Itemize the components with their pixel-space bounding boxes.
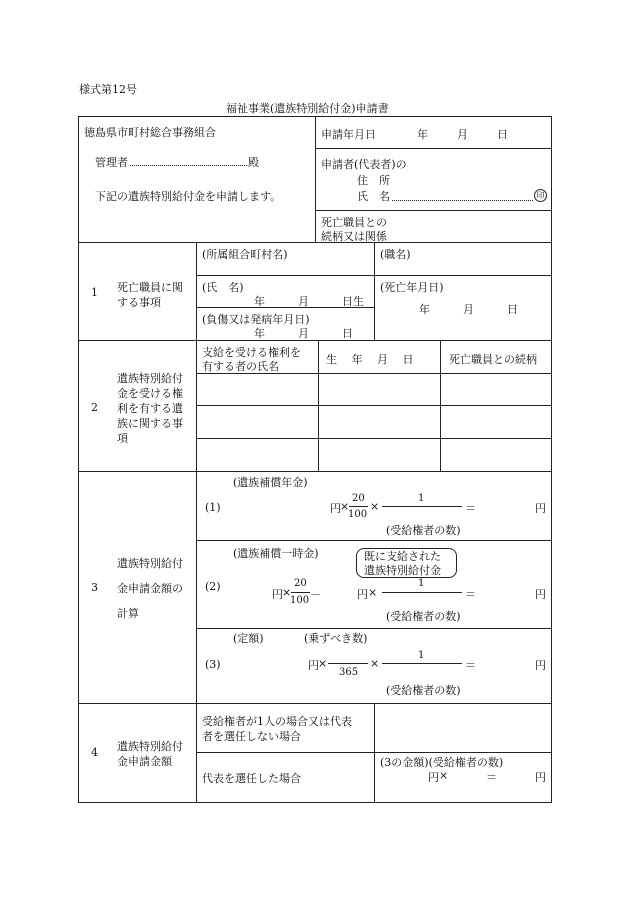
address-label: 住 所 <box>357 174 390 187</box>
single-case-2: 者を選任しない場合 <box>202 730 301 743</box>
calc3-number: (3) <box>205 658 221 671</box>
calc2-times: × <box>282 586 292 599</box>
seal-icon: 印 <box>534 189 547 202</box>
sec2-number: 2 <box>91 401 98 414</box>
calc2-recipients: (受給権者の数) <box>386 610 461 623</box>
sec2-label-4: 族に関する事 <box>117 417 183 430</box>
sec1-number: 1 <box>91 286 98 299</box>
rep-calc-times: × <box>439 769 449 782</box>
municipality-label: (所属組合町村名) <box>202 248 288 261</box>
calc2-paid-1: 既に支給された <box>364 550 441 563</box>
sec4-label-2: 金申請金額 <box>117 755 172 768</box>
sec4-label-1: 遺族特別給付 <box>117 740 183 753</box>
sec4-number: 4 <box>91 746 98 759</box>
relation-label-1: 死亡職員との <box>321 216 387 229</box>
rep-calc-equals: ＝ <box>486 771 497 784</box>
rep-result-yen[interactable]: 円 <box>535 771 546 784</box>
col-relation: 死亡職員との続柄 <box>449 353 537 366</box>
calc2-yen: 円 <box>272 588 283 601</box>
declaration-text: 下記の遺族特別給付金を申請します。 <box>95 190 282 203</box>
calc1-denominator: 100 <box>348 509 368 520</box>
manager-suffix: 殿 <box>248 156 259 169</box>
calc1-equals: ＝ <box>465 502 476 515</box>
manager-name-field[interactable] <box>130 165 247 166</box>
col-recipient-name-2: 有する者の氏名 <box>202 360 279 373</box>
birth-date-field[interactable]: 年 月 日生 <box>254 295 364 308</box>
single-case-1: 受給権者が1人の場合又は代表 <box>202 715 352 728</box>
sec2-label-1: 遺族特別給付 <box>117 372 183 385</box>
calc3-times: × <box>318 657 328 670</box>
calc1-number: (1) <box>205 501 221 514</box>
calc1-recipients: (受給権者の数) <box>386 524 461 537</box>
calc3-multiplier: (乗ずべき数) <box>304 632 368 645</box>
apply-date-label: 申請年月日 <box>321 128 376 141</box>
calc2-result-yen[interactable]: 円 <box>535 588 546 601</box>
calc3-equals: ＝ <box>465 659 476 672</box>
deceased-name-label: (氏 名) <box>202 281 244 294</box>
calc2-equals: ＝ <box>465 588 476 601</box>
calc2-denominator: 100 <box>290 595 310 606</box>
relation-label-2: 続柄又は関係 <box>321 230 387 243</box>
calc2-minus: － <box>310 588 321 601</box>
calc1-result-yen[interactable]: 円 <box>535 502 546 515</box>
calc2-paid-2: 遺族特別給付金 <box>364 564 441 577</box>
calc3-title: (定額) <box>233 632 264 645</box>
sec3-label-1: 遺族特別給付 <box>117 557 183 570</box>
sec2-label-2: 金を受ける権 <box>117 387 183 400</box>
sec2-label-3: 利を有する遺 <box>117 402 183 415</box>
calc1-title: (遺族補償年金) <box>233 476 308 489</box>
form-number: 様式第12号 <box>79 83 137 96</box>
calc3-recipients: (受給権者の数) <box>386 684 461 697</box>
apply-date-year[interactable]: 年 <box>417 128 428 141</box>
calc2-yen-2: 円 <box>357 588 368 601</box>
addressee: 徳島県市町村総合事務組合 <box>84 126 216 139</box>
calc2-times-2: × <box>368 586 378 599</box>
sec1-label-2: する事項 <box>117 296 161 309</box>
sec3-number: 3 <box>91 581 98 594</box>
applicant-name-field[interactable] <box>392 200 533 201</box>
calc1-one: 1 <box>418 493 425 504</box>
col-birth-date: 生 年 月 日 <box>326 353 414 366</box>
calc3-result-yen[interactable]: 円 <box>535 659 546 672</box>
rep-calc-labels: (3の金額)(受給権者の数) <box>380 756 504 769</box>
death-date-field[interactable]: 年 月 日 <box>419 303 518 316</box>
calc2-number: (2) <box>205 580 221 593</box>
apply-date-day[interactable]: 日 <box>497 128 508 141</box>
calc2-title: (遺族補償一時金) <box>233 547 319 560</box>
col-recipient-name-1: 支給を受ける権利を <box>202 346 301 359</box>
injury-date-label: (負傷又は発病年月日) <box>202 313 310 326</box>
sec3-label-2: 金申請金額の <box>117 582 183 595</box>
name-label: 氏 名 <box>357 190 390 203</box>
apply-date-month[interactable]: 月 <box>457 128 468 141</box>
calc2-one: 1 <box>418 578 425 589</box>
applicant-label: 申請者(代表者)の <box>321 158 407 171</box>
calc1-times-2: × <box>370 500 380 513</box>
form-title: 福祉事業(遺族特別給付金)申請書 <box>226 102 389 115</box>
calc1-times: × <box>340 500 350 513</box>
sec3-label-3: 計算 <box>117 607 139 620</box>
position-label: (職名) <box>380 248 411 261</box>
calc2-numerator: 20 <box>294 578 307 589</box>
calc3-one: 1 <box>418 650 425 661</box>
rep-calc-yen: 円 <box>428 771 439 784</box>
injury-date-field[interactable]: 年 月 日 <box>254 327 353 340</box>
sec2-label-5: 項 <box>117 432 128 445</box>
death-date-label: (死亡年月日) <box>380 281 444 294</box>
rep-case: 代表を選任した場合 <box>202 772 301 785</box>
calc1-numerator: 20 <box>352 493 365 504</box>
calc3-yen: 円 <box>308 659 319 672</box>
calc3-denominator: 365 <box>339 667 359 678</box>
calc3-times-2: × <box>370 657 380 670</box>
sec1-label-1: 死亡職員に関 <box>117 281 183 294</box>
calc1-yen: 円 <box>330 502 341 515</box>
manager-label: 管理者 <box>95 156 128 169</box>
